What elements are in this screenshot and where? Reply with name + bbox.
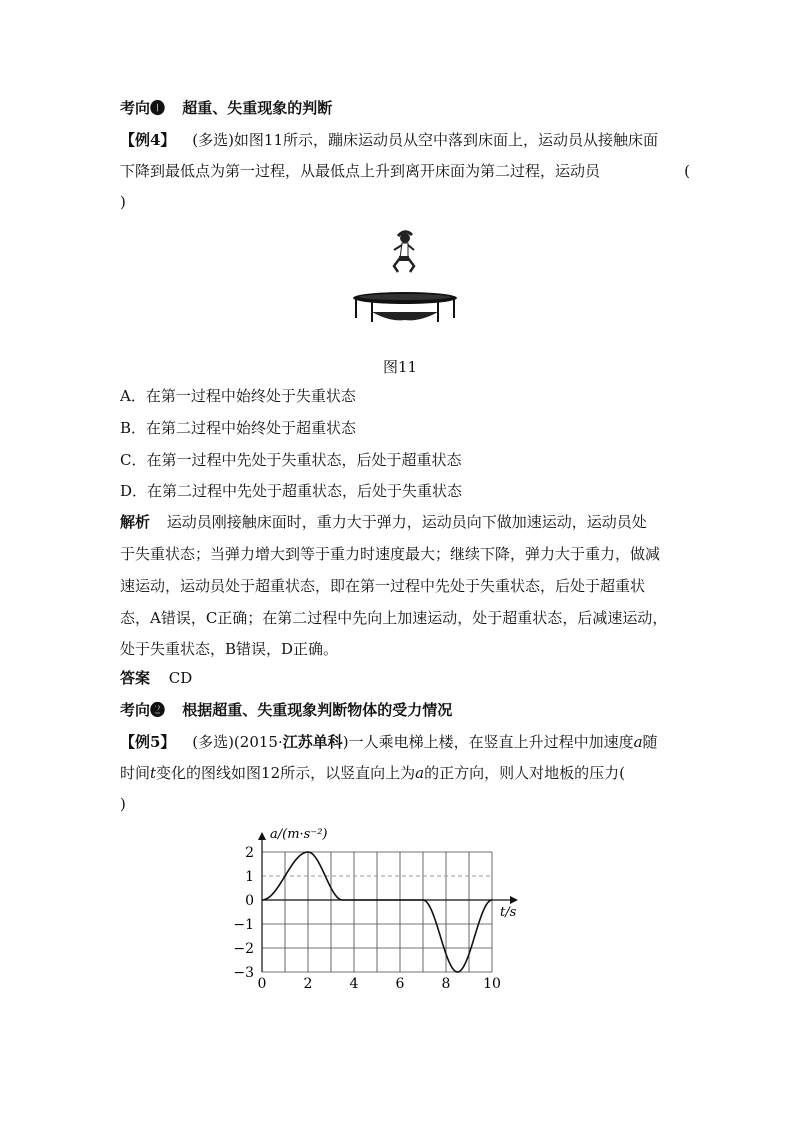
question-text: 随 bbox=[642, 733, 658, 751]
y-tick-label: 0 bbox=[245, 893, 254, 909]
answer-label: 答案 bbox=[120, 669, 151, 687]
question-text: 时间 bbox=[120, 764, 151, 782]
x-tick-label: 2 bbox=[303, 976, 313, 992]
y-axis-arrow-icon bbox=[258, 832, 266, 840]
x-tick-label: 4 bbox=[349, 976, 359, 992]
y-tick-label: −2 bbox=[233, 941, 254, 957]
question-text: (多选)如图11所示，蹦床运动员从空中落到床面上，运动员从接触床面 bbox=[192, 131, 659, 149]
section-title: 超重、失重现象的判断 bbox=[182, 99, 333, 117]
acceleration-time-chart bbox=[220, 820, 530, 1000]
question-text: )一人乘电梯上楼，在竖直上升过程中加速度 bbox=[342, 733, 634, 751]
analysis-label: 解析 bbox=[120, 513, 151, 531]
section-marker: 考向❷ bbox=[120, 701, 166, 719]
y-tick-label: 2 bbox=[245, 845, 254, 861]
question-text: 变化的图线如图12所示，以竖直向上为 bbox=[156, 764, 416, 782]
example5-line3 bbox=[120, 793, 690, 815]
x-tick-label: 6 bbox=[395, 976, 405, 992]
section-marker: 考向❶ bbox=[120, 99, 166, 117]
answer-paren-close: ) bbox=[120, 795, 126, 813]
variable-t: t bbox=[150, 764, 157, 782]
chart-grid bbox=[262, 852, 492, 972]
athlete-icon bbox=[394, 232, 414, 272]
variable-a: a bbox=[633, 733, 643, 751]
y-tick-labels bbox=[233, 845, 254, 981]
example5-line1 bbox=[120, 731, 690, 753]
question-text: 下降到最低点为第一过程，从最低点上升到离开床面为第二过程，运动员 bbox=[120, 162, 601, 180]
section-heading-1 bbox=[120, 97, 690, 119]
analysis-line5: 处于失重状态，B错误，D正确。 bbox=[120, 640, 339, 658]
example5-line2 bbox=[120, 762, 690, 784]
example-label: 【例4】 bbox=[120, 131, 176, 149]
section-heading-2 bbox=[120, 699, 690, 721]
figure-caption: 图11 bbox=[382, 358, 418, 376]
analysis-line3: 速运动，运动员处于超重状态，即在第一过程中先处于失重状态，后处于超重状 bbox=[120, 577, 646, 595]
y-tick-label: −1 bbox=[233, 917, 254, 933]
example4-line3 bbox=[120, 191, 690, 213]
option-c: C．在第一过程中先处于失重状态，后处于超重状态 bbox=[120, 451, 462, 469]
analysis-line2: 于失重状态；当弹力增大到等于重力时速度最大；继续下降，弹力大于重力，做减 bbox=[120, 545, 661, 563]
answer-paren-open: ( bbox=[684, 162, 690, 180]
question-text: (多选)(2015· bbox=[192, 733, 283, 751]
example-label: 【例5】 bbox=[120, 733, 176, 751]
trampoline-icon bbox=[353, 292, 457, 322]
answer-value: CD bbox=[168, 669, 193, 687]
analysis-line1 bbox=[120, 511, 690, 533]
x-tick-labels bbox=[258, 976, 501, 992]
x-axis-arrow-icon bbox=[510, 896, 518, 904]
answer-line bbox=[120, 667, 690, 689]
x-tick-label: 0 bbox=[257, 976, 267, 992]
option-a: A．在第一过程中始终处于失重状态 bbox=[120, 387, 356, 405]
option-b: B．在第二过程中始终处于超重状态 bbox=[120, 419, 357, 437]
analysis-text: 运动员刚接触床面时，重力大于弹力，运动员向下做加速运动，运动员处 bbox=[166, 513, 647, 531]
x-tick-label: 8 bbox=[441, 976, 451, 992]
example4-line2 bbox=[120, 160, 690, 182]
option-d: D．在第二过程中先处于超重状态，后处于失重状态 bbox=[120, 482, 463, 500]
chart-axes bbox=[258, 832, 518, 972]
question-text: 的正方向，则人对地板的压力( bbox=[424, 764, 625, 782]
example4-line1 bbox=[120, 129, 690, 151]
section-title: 根据超重、失重现象判断物体的受力情况 bbox=[182, 701, 453, 719]
answer-paren-close: ) bbox=[120, 193, 126, 211]
analysis-line4: 态，A错误，C正确；在第二过程中先向上加速运动，处于超重状态，后减速运动， bbox=[120, 609, 668, 627]
source-name: 江苏单科 bbox=[282, 733, 343, 751]
y-tick-label: −3 bbox=[233, 965, 254, 981]
x-axis-label: t/s bbox=[500, 905, 517, 920]
x-tick-label: 10 bbox=[483, 976, 501, 992]
y-axis-label: a/(m·s⁻²) bbox=[270, 827, 328, 842]
variable-a: a bbox=[415, 764, 425, 782]
y-tick-label: 1 bbox=[245, 869, 254, 885]
trampoline-figure bbox=[350, 226, 460, 326]
